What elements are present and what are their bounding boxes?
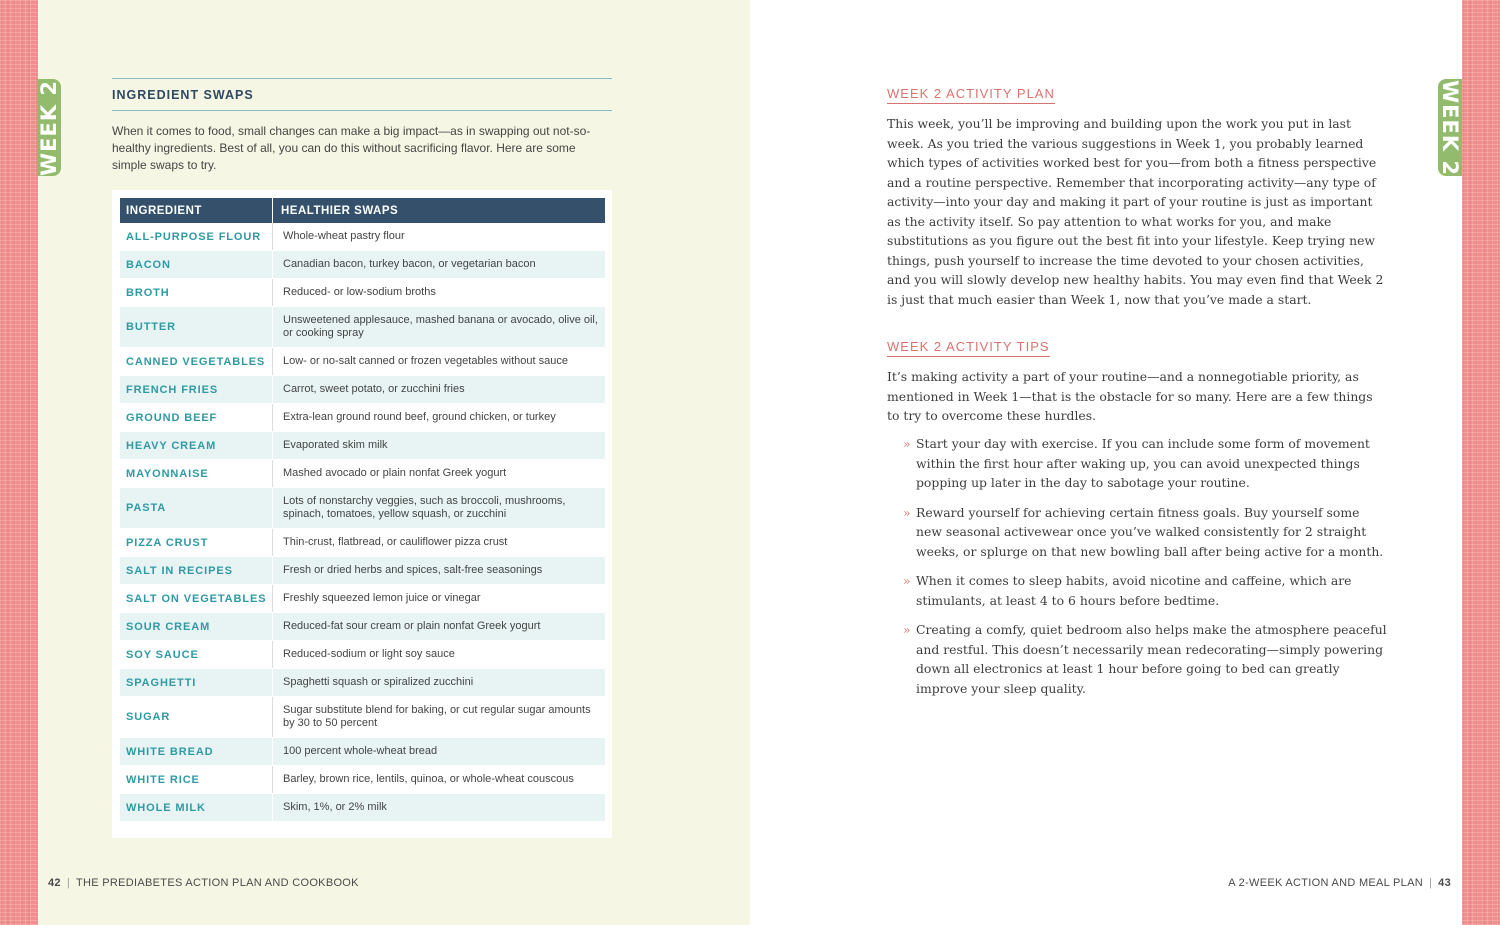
header-healthier-swaps: HEALTHIER SWAPS [273,198,606,223]
table-row [120,279,605,307]
healthier-swap-cell: Fresh or dried herbs and spices, salt-free seasonings [273,557,606,585]
ingredient-cell: HEAVY CREAM [120,432,273,460]
ingredient-swaps-heading: INGREDIENT SWAPS [112,88,254,102]
healthier-swap-cell: Barley, brown rice, lentils, quinoa, or whole-wheat couscous [273,766,606,794]
ingredient-cell: WHITE BREAD [120,738,273,766]
healthier-swap-cell: Unsweetened applesauce, mashed banana or avocado, olive oil, or cooking spray [273,307,606,348]
table-row [120,529,605,557]
tip-item [887,571,1387,610]
bullet-chevron-icon: » [903,436,911,451]
table-row [120,557,605,585]
ingredient-cell: PIZZA CRUST [120,529,273,557]
healthier-swap-cell: Reduced-fat sour cream or plain nonfat Greek yogurt [273,613,606,641]
table-row [120,613,605,641]
tip-text: When it comes to sleep habits, avoid nicotine and caffeine, which are stimulants, at least 4 to 6 hours before bedtime. [916,573,1352,608]
ingredient-cell: WHITE RICE [120,766,273,794]
activity-plan-text: This week, you’ll be improving and building upon the work you put in last week. As you tried the various suggestions in Week 1, you probably learned which types of activities worked best for you—from both a fitness perspective and a routine perspective. Remember that incorporating activity—any type of activity—into your day and making it part of your routine is just as important as the activity itself. So pay attention to what works for you, and make substitutions as you figure out the best fit into your lifestyle. Keep trying new things, push yourself to increase the time devoted to your chosen activities, and you will slowly develop new healthy habits. You may even find that Week 2 is just that much easier than Week 1, now that you’ve made a start. [887,116,1384,307]
ingredient-cell: SALT IN RECIPES [120,557,273,585]
table-row [120,697,605,738]
ingredient-cell: GROUND BEEF [120,404,273,432]
ingredient-cell: FRENCH FRIES [120,376,273,404]
heading-rule-bottom [112,110,612,111]
table-row [120,251,605,279]
healthier-swap-cell: Low- or no-salt canned or frozen vegetables without sauce [273,348,606,376]
table-row [120,488,605,529]
left-book-title: THE PREDIABETES ACTION PLAN AND COOKBOOK [76,877,359,889]
left-page-number: 42 [48,877,61,889]
healthier-swap-cell: Extra-lean ground round beef, ground chicken, or turkey [273,404,606,432]
tip-text: Creating a comfy, quiet bedroom also helps make the atmosphere peaceful and restful. This doesn’t necessarily mean redecorating—simply powering down all electronics at least 1 hour before going to bed can greatly improve your sleep quality. [916,622,1387,696]
table-header-row [120,198,605,223]
table-row [120,404,605,432]
healthier-swap-cell: Freshly squeezed lemon juice or vinegar [273,585,606,613]
footer-separator: | [1428,877,1433,889]
ingredient-cell: SOY SAUCE [120,641,273,669]
table-row [120,766,605,794]
tip-text: Reward yourself for achieving certain fitness goals. Buy yourself some new seasonal activewear once you’ve walked consistently for 2 straight weeks, or splurge on that new bowling ball after being active for a month. [916,504,1384,559]
ingredient-cell: MAYONNAISE [120,460,273,488]
tip-item [887,434,1387,493]
swaps-table-card [112,190,612,838]
healthier-swap-cell: Thin-crust, flatbread, or cauliflower pizza crust [273,529,606,557]
bullet-chevron-icon: » [903,573,911,588]
table-row [120,669,605,697]
week-tab-left [37,79,61,176]
table-body [120,223,605,822]
bullet-chevron-icon: » [903,622,911,637]
tip-text: Start your day with exercise. If you can include some form of movement within the first hour after waking up, you can avoid unexpected things popping up later in the day to sabotage your routine. [916,436,1370,490]
table-row [120,348,605,376]
heading-rule-top [112,78,612,79]
right-footer [1228,877,1451,889]
activity-plan-heading: WEEK 2 ACTIVITY PLAN [887,86,1055,104]
week-tab-right [1438,79,1462,176]
healthier-swap-cell: Canadian bacon, turkey bacon, or vegetarian bacon [273,251,606,279]
week-tab-label: WEEK 2 [37,79,61,176]
table-row [120,794,605,822]
header-ingredient: INGREDIENT [120,198,273,223]
healthier-swap-cell: Reduced-sodium or light soy sauce [273,641,606,669]
ingredient-cell: SUGAR [120,697,273,738]
healthier-swap-cell: Skim, 1%, or 2% milk [273,794,606,822]
activity-tips-heading: WEEK 2 ACTIVITY TIPS [887,339,1050,357]
table-row [120,376,605,404]
healthier-swap-cell: Sugar substitute blend for baking, or cut regular sugar amounts by 30 to 50 percent [273,697,606,738]
tip-item [887,620,1387,698]
tip-item [887,503,1387,562]
table-row [120,432,605,460]
ingredient-cell: PASTA [120,488,273,529]
healthier-swap-cell: Evaporated skim milk [273,432,606,460]
right-edge-strip [1462,0,1500,925]
ingredient-cell: CANNED VEGETABLES [120,348,273,376]
week-tab-label: WEEK 2 [1438,79,1462,176]
healthier-swap-cell: Whole-wheat pastry flour [273,223,606,251]
left-footer [48,877,359,889]
table-row [120,585,605,613]
table-row [120,307,605,348]
table-row [120,738,605,766]
table-row [120,460,605,488]
swaps-table [120,198,605,822]
bullet-chevron-icon: » [903,504,911,520]
ingredient-cell: SPAGHETTI [120,669,273,697]
footer-separator: | [66,877,71,889]
healthier-swap-cell: Carrot, sweet potato, or zucchini fries [273,376,606,404]
table-row [120,223,605,251]
ingredient-cell: BUTTER [120,307,273,348]
ingredient-cell: BACON [120,251,273,279]
healthier-swap-cell: Reduced- or low-sodium broths [273,279,606,307]
ingredient-cell: WHOLE MILK [120,794,273,822]
right-book-section: A 2-WEEK ACTION AND MEAL PLAN [1228,877,1423,889]
ingredient-cell: SALT ON VEGETABLES [120,585,273,613]
activity-tips-intro: It’s making activity a part of your routine—and a nonnegotiable priority, as mentioned in Week 1—that is the obstacle for so many. Here are a few things to try to overcome these hurdles. [887,369,1373,423]
right-page-number: 43 [1438,877,1451,889]
ingredient-cell: SOUR CREAM [120,613,273,641]
table-row [120,641,605,669]
left-edge-strip [0,0,38,925]
ingredient-cell: BROTH [120,279,273,307]
healthier-swap-cell: Spaghetti squash or spiralized zucchini [273,669,606,697]
healthier-swap-cell: Lots of nonstarchy veggies, such as broccoli, mushrooms, spinach, tomatoes, yellow squash, or zucchini [273,488,606,529]
healthier-swap-cell: 100 percent whole-wheat bread [273,738,606,766]
ingredient-cell: ALL-PURPOSE FLOUR [120,223,273,251]
swaps-intro-text: When it comes to food, small changes can make a big impact—as in swapping out not-so-healthy ingredients. Best of all, you can do this without sacrificing flavor. Here are some simple swaps to try. [112,124,591,172]
healthier-swap-cell: Mashed avocado or plain nonfat Greek yogurt [273,460,606,488]
activity-tips-list [887,434,1387,708]
